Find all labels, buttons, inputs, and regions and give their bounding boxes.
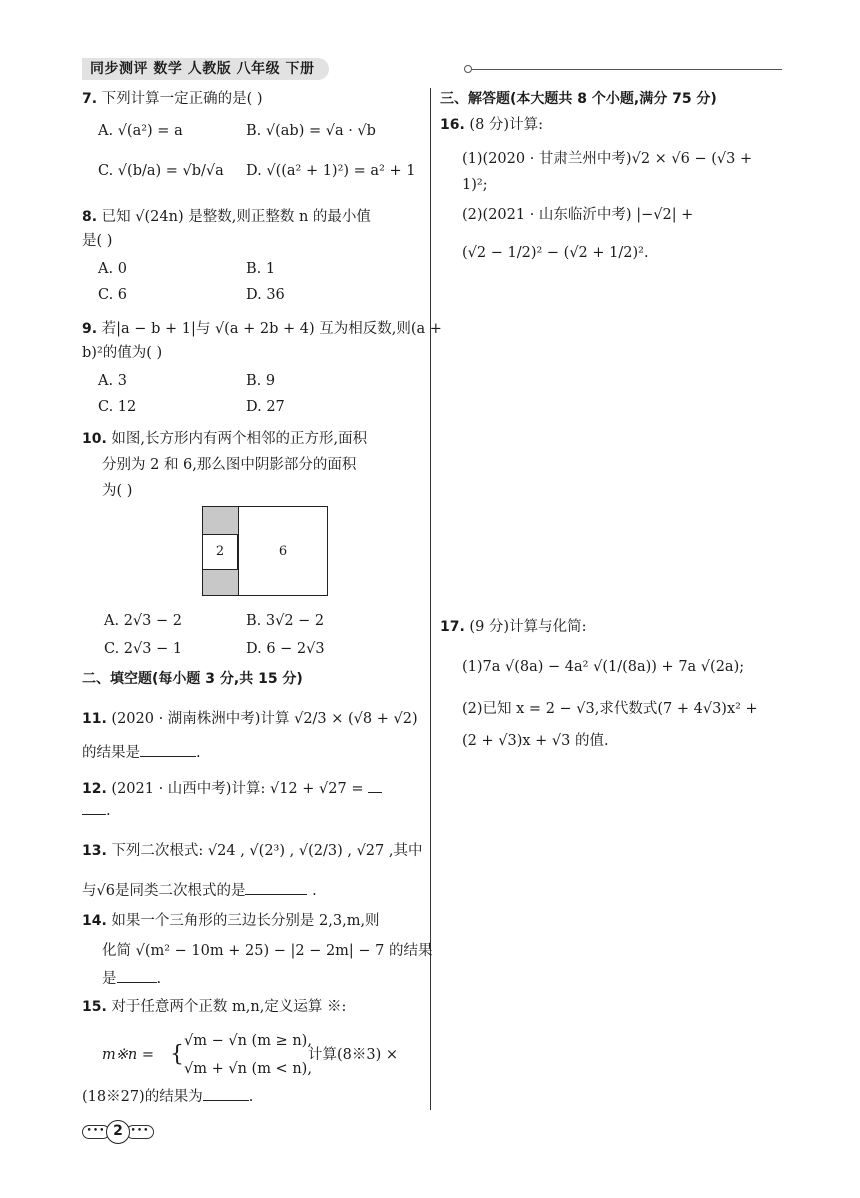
part-1-line2: 1)²; — [462, 177, 488, 193]
page-header — [82, 58, 782, 80]
brace-symbol: { — [170, 1042, 184, 1067]
part-2-line1: (2)已知 x = 2 − √3,求代数式(7 + 4√3)x² + — [462, 701, 758, 717]
question-stem: 下列计算一定正确的是( ) — [101, 91, 263, 107]
question-number: 14. — [82, 913, 107, 929]
question-12 — [82, 778, 382, 800]
question-number: 10. — [82, 431, 107, 447]
part-2-line2: (2 + √3)x + √3 的值. — [462, 733, 609, 749]
small-square-label: 2 — [203, 535, 238, 569]
option-a: A. √(a²) = a — [98, 123, 183, 139]
question-stem-line1: 对于任意两个正数 m,n,定义运算 ※: — [111, 999, 347, 1015]
answer-prefix: (18※27)的结果为 — [82, 1089, 203, 1105]
answer-blank-continued[interactable] — [82, 801, 106, 815]
question-number: 16. — [440, 117, 465, 133]
question-stem-line2: 化简 √(m² − 10m + 25) − |2 − 2m| − 7 的结果 — [102, 943, 433, 959]
question-head: (8 分)计算: — [469, 117, 543, 133]
option-a: A. 0 — [98, 261, 127, 277]
large-square-label: 6 — [278, 544, 288, 559]
question-stem-line1: 如果一个三角形的三边长分别是 2,3,m,则 — [111, 913, 380, 929]
option-b: B. √(ab) = √a · √b — [246, 123, 376, 139]
question-11-line2: 的结果是 . — [82, 745, 201, 761]
option-d: D. √((a² + 1)²) = a² + 1 — [246, 163, 416, 179]
question-13 — [82, 840, 422, 862]
rectangle-figure — [202, 506, 328, 596]
question-12-blank-continuation: . — [82, 800, 111, 822]
part-2-line1: (2)(2021 · 山东临沂中考) |−√2| + — [462, 207, 694, 223]
option-c: C. √(b/a) = √b/√a — [98, 163, 224, 179]
question-15-line3: (18※27)的结果为 . — [82, 1089, 254, 1105]
answer-blank[interactable] — [368, 779, 382, 793]
question-number: 17. — [440, 619, 465, 635]
question-stem-line1: 下列二次根式: √24 , √(2³) , √(2/3) , √27 ,其中 — [111, 843, 423, 859]
answer-blank[interactable] — [117, 969, 157, 983]
question-15 — [82, 996, 346, 1018]
page-number-badge — [82, 1120, 156, 1144]
header-circle-decoration — [464, 65, 472, 73]
shaded-region-bottom — [203, 569, 238, 595]
option-c: C. 6 — [98, 287, 128, 303]
header-rule — [472, 69, 782, 70]
question-14 — [82, 910, 380, 932]
case-1: √m − √n (m ≥ n), — [184, 1033, 312, 1049]
option-a: A. 2√3 − 2 — [104, 613, 182, 629]
shaded-region-top — [203, 507, 238, 535]
page-number-dots-left: ••• — [82, 1125, 110, 1139]
question-stem-line2: b)²的值为( ) — [82, 345, 163, 361]
header-title: 同步测评 数学 人教版 八年级 下册 — [82, 58, 329, 80]
question-number: 8. — [82, 209, 98, 225]
question-stem-line1: 已知 √(24n) 是整数,则正整数 n 的最小值 — [101, 209, 371, 225]
question-number: 13. — [82, 843, 107, 859]
case-2: √m + √n (m < n), — [184, 1061, 312, 1077]
option-b: B. 1 — [246, 261, 276, 277]
section-2-heading: 二、填空题(每小题 3 分,共 15 分) — [82, 671, 303, 687]
section-3-heading: 三、解答题(本大题共 8 个小题,满分 75 分) — [440, 91, 717, 107]
answer-prefix: 与√6是同类二次根式的是 — [82, 883, 246, 899]
option-b: B. 3√2 − 2 — [246, 613, 325, 629]
question-7 — [82, 88, 263, 110]
question-stem-line2: 分别为 2 和 6,那么图中阴影部分的面积 — [102, 457, 357, 473]
operation-definition-left: m※n = — [102, 1047, 154, 1063]
question-9 — [82, 318, 442, 340]
page-number-dots-right: ••• — [126, 1125, 154, 1139]
answer-blank[interactable] — [245, 881, 307, 895]
page-number: 2 — [106, 1120, 130, 1144]
question-8 — [82, 206, 371, 228]
option-c: C. 12 — [98, 399, 137, 415]
question-stem-line1: (2020 · 湖南株洲中考)计算 √2/3 × (√8 + √2) — [111, 711, 418, 727]
option-d: D. 27 — [246, 399, 285, 415]
answer-blank[interactable] — [140, 743, 196, 757]
question-number: 11. — [82, 711, 107, 727]
question-stem-line1: 若|a − b + 1|与 √(a + 2b + 4) 互为相反数,则(a + — [101, 321, 442, 337]
part-2-line2: (√2 − 1/2)² − (√2 + 1/2)². — [462, 245, 649, 261]
part-1-line1: (1)(2020 · 甘肃兰州中考)√2 × √6 − (√3 + — [462, 151, 753, 167]
question-number: 7. — [82, 91, 98, 107]
question-13-line2: 与√6是同类二次根式的是 . — [82, 883, 317, 899]
question-stem-line1: 如图,长方形内有两个相邻的正方形,面积 — [111, 431, 368, 447]
question-10 — [82, 428, 367, 450]
calculation-tail: 计算(8※3) × — [308, 1047, 399, 1063]
option-d: D. 36 — [246, 287, 285, 303]
option-c: C. 2√3 − 1 — [104, 641, 183, 657]
option-a: A. 3 — [98, 373, 127, 389]
question-11 — [82, 708, 418, 730]
option-b: B. 9 — [246, 373, 276, 389]
question-14-line3: 是 . — [102, 971, 162, 987]
answer-blank[interactable] — [203, 1087, 249, 1101]
question-head: (9 分)计算与化简: — [469, 619, 587, 635]
question-stem-line2: 是( ) — [82, 233, 113, 249]
part-1: (1)7a √(8a) − 4a² √(1/(8a)) + 7a √(2a); — [462, 659, 745, 675]
option-d: D. 6 − 2√3 — [246, 641, 325, 657]
question-17 — [440, 616, 586, 638]
answer-prefix: 是 — [102, 971, 117, 987]
question-stem-line1: (2021 · 山西中考)计算: √12 + √27 = — [111, 781, 369, 797]
question-stem-line3: 为( ) — [102, 483, 133, 499]
question-number: 15. — [82, 999, 107, 1015]
question-number: 9. — [82, 321, 98, 337]
answer-prefix: 的结果是 — [82, 745, 140, 761]
question-16 — [440, 114, 543, 136]
question-number: 12. — [82, 781, 107, 797]
